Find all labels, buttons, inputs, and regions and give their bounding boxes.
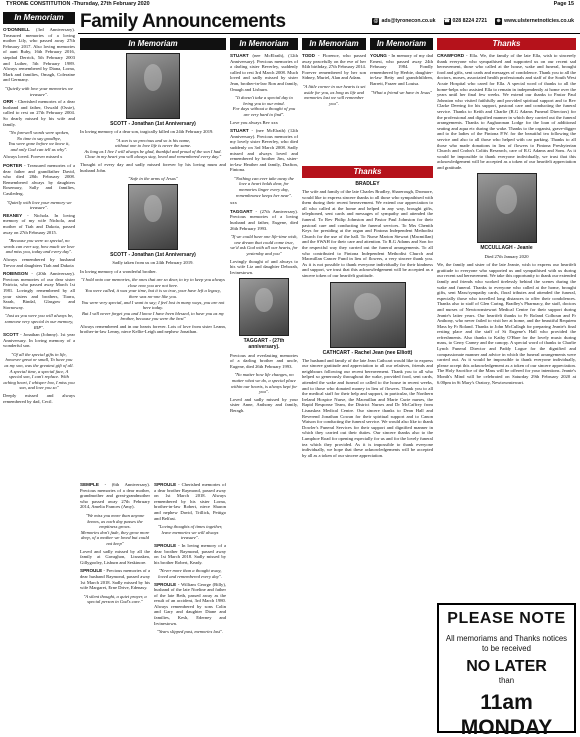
notice-entry: [370, 53, 433, 87]
notice-entry: [230, 209, 298, 231]
at-icon: @: [373, 18, 379, 24]
notice-name: STUART: [230, 53, 249, 58]
cathcart-photo: [330, 282, 406, 348]
notice-verse: "No farewell words were spoken, No time to say goodbye, You were gone before we knew it, and only God can tell us why".: [8, 130, 70, 152]
notice-verse: "A little corner in our hearts is set aside for you, as long as life and memories last we will remember you".: [302, 83, 366, 106]
notice-text: - Cherished memories of a dear brother Raymond, passed away on 1st March 2018. Always remembered by his sister Lorna, brother-in-law Robert, niece Sharon and nephew David, Trillick, Pettigo and Belfast.: [154, 482, 226, 521]
notice-text: - Florence, who passed away peacefully on the eve of her 84th birthday, 27th February 2014. Forever remembered by her son Sidney, Muriel, Alan and Adam.: [302, 53, 366, 81]
globe-icon: ⊕: [496, 18, 501, 24]
notice-verse: "A silent thought, a quiet prayer, a special person in God's care.": [83, 593, 147, 605]
notice-tail: Deeply missed and always remembered by dad, Cecil.: [3, 393, 75, 404]
notice-text: (3rd Anniversary). Treasured memories of a loving mother Lily, who passed away 27th February 2017. Also loving memories of aunt Ruby, 16th February 2016, stepdad Derrick, 5th February 2003 and Luther, 5th February 1989. Always remembered by Diana, Lorna, Mark and families, Omagh, Coleraine and Germany.: [3, 27, 75, 83]
notice-text: (nee McElrath), (12th Anniversary). Precious memories of a darling sister Beverley, suddenly called to rest 3rd March 2008. Much loved and sadly missed by sister Jean, brother-in-law Ron and family, Omagh and Lisburn.: [230, 53, 298, 92]
notice-verse: "I hold onto our memories, the ones that are so dear, to try to keep you always close now you are not here. You were called, it was your time, but it is so true, your have left a legacy, there was no-one like you. You were very special, and I want to say; I feel lost in many ways, you are not here today. But I will never forget you and I know I have been blessed, to have you as my brother, because you were the best": [81, 277, 225, 322]
notice-name: YOUNG: [370, 53, 387, 58]
notice-entry: [80, 482, 150, 510]
mccullagh-photo: [477, 173, 537, 243]
notice-name: O'DONNELL: [3, 27, 30, 32]
taggart-photo: [239, 278, 289, 336]
notice-name: SPROULE: [154, 581, 177, 587]
notice-text: Precious and everlasting memories of a darling brother and uncle, Eugene, died 26th February 1993.: [230, 352, 298, 369]
notice-text: The husband and family of the late Jean Cathcart would like to express our sincere gratitude and appreciation to all our relatives, friends and neighbours following our recent bereavement. Thank you to all who helped so generously throughout the wake, provided food, sent cards, attended the wake and funeral or called to the house in recent weeks, and to those who donated money in lieu of flowers. Thank you to all the medical staff for their help and support, in particular, the Northern Ireland Hospice Nurse, the Macmillan and Marie Curie nurses, the Rapid Response Team, the District Nurses and Dr McCaffrey from Lisnaskea Medical Centre. Our sincere thanks to Dean Hall and Reverend Jonathan Cowan for their spiritual support and to Canon Watson for conducting the funeral service. We would also like to thank Dowler's Funeral Services for their support and dignified manner in which they carried out their duties. Our sincere thanks also to the Lumphoe Road for opening especially for us and for the lovely funeral tea which they provided. As it is impossible to thank everyone individually, we hope that these acknowledgements will be accepted by all as a token of our sincere appreciation.: [302, 357, 433, 458]
notice-text: - In memory of my dad Ernest, who passed away 24th February 1984. Fondly remembered by Herbie, daughter-in-law Betty and grandchildren, Barrett, Frazer and Louisa.: [370, 53, 433, 86]
notice-text: In loving memory of a wonderful brother.: [80, 268, 157, 274]
in-memoriam-header: In Memoriam: [80, 38, 226, 50]
notice-entry: [230, 53, 298, 92]
photo-caption: SCOTT - Jonathan (1st Anniversary): [110, 121, 196, 127]
notice-tail: Always remembered by husband Trevor and daughters Tiah and Dakota: [3, 256, 75, 268]
notice-verse: "Never more than a thought away, loved and remembered every day".: [158, 568, 222, 579]
photo-caption: MCCULLAGH - Jeanie: [480, 245, 533, 252]
column-2-lower: [80, 482, 150, 734]
notice-text: - Ella. We, the family of the late Ella, wish to sincerely thank everyone who sympathised and supported us on our recent sad bereavement, those who called at the house, wake and funeral, brought food and gifts, sent cards and messages of condolence. Thank you to all the doctors, nurses, associated health professionals and staff of the South West Acute Hospital who cared for Ella. A special word of thanks to all the home-helps who assisted Ella to remain in independently at home over the years until her final few weeks. We extend our thanks to Pastor Paul Johnston who visited faithfully and provided spiritual support and to Rev Clarke Deering for his support, pastoral care and conducting the funeral service. Thanks to Keith and Charlie (R.G Adams Funeral Directors) for the professional and dignified manner in which they carried out the funeral arrangements. Thanks to Augharonan Lodge for the loan of additional seating and aqua etc during the wake. Thanks to the organist, grave-digger and to the ladies of the Fintona P.W. for the beautiful tea following the service and also to all those who helped with car parking. Thanks to all those who made donations in lieu of flowers to Fintona Presbyterian Church and Crohn's Colitis Research, care of R.G Adams and Sons. As it would be impossible to thank everyone individually, we trust that this acknowledgement will be accepted as a token of our heartfelt appreciation and gratitude.: [437, 53, 576, 170]
notice-name: REANEY: [3, 212, 23, 218]
notice-list: [302, 53, 366, 106]
notice-tail: Thought of every day and sadly missed forever by his loving mum and husband John.: [80, 162, 226, 173]
notice-text: The wife and family of the late Charles Bradley, Sharerough, Dromore, would like to express sincere thanks to all those who sympathised with them during their recent bereavement. We extend our appreciation to all who called at the home and helped in any way, brought gifts, telephoned, sent cards and messages of sympathy and attended the funeral. To Rev Philip Johnston and Pastor Paul Johnston for their pastoral care and conducting the funeral services. To Mrs Chenith Keys for presiding at the organ and Fintona Independent Methodist Church for the use of the hall. To Nurse Marion Stewart (Macmillan) and the SWAH for their care and attention. To R.G Adams and Son for the respectful way they carried out the funeral arrangements. To all who contributed to Fintona Independent Methodist Church and Macmillan Cancer Fund in lieu of flowers, a very sincere thank you. As it is not possible to thank everyone individually for their kindness and support, we trust that this acknowledgement will be accepted as a sincere token of our heartfelt gratitude.: [302, 189, 433, 278]
notice-name: TAGGART: [230, 208, 253, 214]
newspaper-dateline: TYRONE CONSTITUTION -Thursday, 27th February 2020: [6, 0, 150, 7]
notice-name: SPROULE: [80, 568, 103, 574]
notice-tail: Always loved. Forever missed x: [3, 154, 63, 160]
notice-name: TODD: [302, 53, 315, 58]
notice-entry: [230, 128, 298, 173]
notice-tail: Loved and sadly missed by all the family at Gavaghon, Lisnaskea, Gillygooley, Lisburn and Seskinore.: [80, 548, 150, 565]
contact-info: [372, 18, 580, 25]
notice-tail: xxx: [230, 200, 237, 206]
column-6: [370, 38, 433, 166]
notice-text: - Cherished memories of a dear husband and father, Oswald (Ossie), called to rest on 27th February 2004. So dearly missed by his wife and family.: [3, 99, 75, 127]
notice-name: ORR: [3, 99, 14, 105]
notice-text: - Jonathan (Johnny). 1st year Anniversary. In loving memory of a wonderful son.: [3, 332, 75, 349]
phone-icon: ☎: [443, 18, 451, 24]
column-2: [80, 38, 226, 478]
photo-subcaption: Died 27th January 2020: [484, 253, 529, 259]
notice-body-2: than: [498, 676, 515, 686]
notice-verse: "It doesn't take a special day to bring you to our mind. For days without a thought of you are very hard to find".: [232, 95, 296, 117]
section-title-bar: [78, 10, 580, 34]
in-memoriam-header: In Memoriam: [3, 12, 75, 24]
phone-contact[interactable]: ☎ 028 8224 2721: [443, 18, 488, 25]
deadline-notice-box: [437, 603, 576, 737]
notice-body: All memoriams and Thanks notices to be received: [445, 633, 568, 654]
web-contact[interactable]: ⊕ www.ulsternetnoticies.co.uk: [496, 18, 574, 25]
notice-verse: "Safe in the arms of Jesus": [128, 176, 178, 182]
notice-verse: "A son is so precious and so is his name, without one to love life is never the same. As long as I live I will always be glad, thankful and proud of the son I had. Close in my heart you will always stay, loved and remembered every day.": [84, 137, 222, 160]
column-5: [302, 38, 366, 166]
notice-entry: [3, 163, 75, 197]
notice-verse: "No matter how life changes, no matter what we do, a special place within our hearts, is always kept for you".: [230, 372, 298, 395]
page-number: Page 15: [553, 0, 574, 7]
notice-entry: [3, 271, 75, 310]
thanks-header: Thanks: [302, 166, 433, 178]
notice-tail: Love you always Bev xxx: [230, 119, 278, 125]
notice-emphasis: NO LATER: [466, 657, 547, 675]
photo-caption: CATHCART - Rachel Jean (nee Elliott): [322, 349, 413, 356]
notice-verse: "Loving thoughts of times together, leave memories we will always treasure".: [157, 524, 223, 541]
notice-text: - Nichola. In loving memory of my wife Nichola, and mother of Tiah and Dakota, passed away on 27th February 2015.: [3, 212, 75, 235]
notice-name: PORTER: [3, 163, 23, 169]
column-1: [3, 12, 75, 734]
thanks-header: Thanks: [437, 38, 576, 50]
notice-text: - (20th Anniversary). Precious memories of our dear sister Patricia, who passed away March 1st 1981. Lovingly remembered by all your sisters and brothers, Tiarra, Sarah, Bindal, Glasgow and Stornoway.: [3, 271, 75, 310]
notice-name: BRADLEY: [355, 181, 380, 187]
in-memoriam-header: In Memoriam: [230, 38, 298, 50]
notice-verse: "Quietly with love your memory we treasure".: [6, 199, 72, 211]
thanks-middle: [302, 166, 433, 734]
in-memoriam-header: In Memoriam: [302, 38, 366, 50]
notice-tail: Lovingly thought of and always to his wife Liz and daughter Deborah, Irvinestown.: [230, 258, 298, 275]
notice-list: [370, 53, 433, 95]
notice-tail: Loved and sadly missed by your sister Anne, Anthony and family, Beragh.: [230, 396, 298, 413]
scott-photo-1: [126, 53, 180, 119]
column-3: [154, 482, 226, 734]
notice-entry: [302, 53, 366, 81]
notice-text: We, the family and sister of the late Jeanie, wish to express our heartfelt gratitude to everyone who supported us and sympathised with us during our recent sad bereavement. We take this opportunity to thank our extended family and friends who worked tirelessly behind the scenes during the wake and funeral. Thanks to everyone who called at the home, brought gifts, sent Mass/sympathy cards, floral tributes and attended the funeral, especially those who travelled long distances to offer their condolences. Thanks also to staff of Glen Caring, Bradley's Pharmacy, the staff, doctors and nurses of Newtownstewart Medical Centre for their support during Jeanie's latter years. Our heartfelt thanks to Fr Roland Colhoun and Fr Anthony, who never failed to visit her at home, and the beautiful Requiem Mass by Fr Roland. Thanks to John McCullagh for preparing Jeanie's final resting place and the staff of St Eugene's Hall who provided the refreshments. Also thanks to Kathy O'Hare for the lovely music during mass, to Gerry Carney and the canopy. A special word of thanks to Charlie Lynch Funeral Director and Paddy Logue for the dignified and compassionate manner and advice in which the funeral arrangements were carried out. As it would be impossible to thank everyone individually, please accept this acknowledgement as a token of our sincere appreciation. The Holy Sacrifice of the Mass will be offered for your intentions. Jeanie's Month's Mind will be celebrated on Saturday 29th February 2020 at 6.00pm in St Mary's Oratory, Newtownstewart.: [437, 262, 576, 385]
notice-text: - Precious memories of a dear husband Raymond, passed away 1st March 2018. Sadly missed by his wife Margaret, Erne Drive, Edenasy.: [80, 568, 150, 591]
notice-verse: "What a friend we have in Jesus": [370, 89, 432, 95]
email-contact[interactable]: @ ads@tyronecon.co.uk: [373, 18, 436, 25]
in-memoriam-header: In Memoriam: [370, 38, 433, 50]
notice-deadline: 11am MONDAY: [460, 690, 553, 737]
notice-verse: "Because you were so special, no words can ever say, how much we love and miss you, today and every day".: [3, 238, 75, 255]
notice-list: [3, 27, 75, 404]
notice-text: - Treasured memories of a dear father and grandfather David, who died 28th February 2008. Remembered always by daughters Rosemary, Sally and families, Castlederg.: [3, 163, 75, 197]
photo-caption: SCOTT - Jonathan (1st Anniversary): [110, 251, 196, 258]
photo-caption: TAGGART - (27th anniversary).: [243, 338, 285, 351]
notice-name: SPROULE: [154, 482, 177, 487]
notice-text: - (6th Anniversary). Precious memories of a dear mother, grandmother and great-grandmother who passed away 27th February 2014, Amelia Frances (Amy).: [80, 482, 150, 510]
notice-entry: [3, 213, 75, 235]
notice-entry: [80, 568, 150, 590]
notice-text: - (nee McElrath) (12th Anniversary). Precious memories of my lovely sister Beverley, who died suddenly on 3rd March 2008. Sadly missed and always loved and remembered by brother Jim, sister-in-law Heather and family, Drafton, Fintona.: [230, 128, 298, 173]
section-title: Family Announcements: [80, 10, 286, 32]
notice-verse: "Quietly with love your memories we treasure".: [4, 85, 74, 97]
notice-name: SPROULE: [154, 542, 177, 548]
notice-name: SEMPLE: [80, 482, 99, 487]
notice-entry: [154, 543, 226, 565]
notice-list: [230, 53, 298, 275]
notice-entry: [3, 332, 75, 349]
page-header-bar: [0, 0, 580, 8]
notice-verse: "We miss you more than anyone knows, as each day passes the emptiness grows. Memories don't fade, they grow more deep, of a mother we loved but could not keep": [80, 512, 150, 546]
notice-verse: "Of all the special gifts in life, however great or small, To have you as my son, was the greatest gift of all. A special time, a special face, A special son, I can't replace. With aching heart, I whisper low, I miss you son, and love you so": [3, 351, 75, 391]
notice-verse: "If we could have one life-time wish, one dream that could come true, we'd ask God with all our hearts, for yesterday and you": [230, 234, 298, 256]
scott-photo-2: [128, 184, 178, 250]
notice-text: - (27th Anniversary). Precious memories of a loving husband and father, Eugene, died 26th February 1993.: [230, 208, 298, 231]
notice-text: - In loving memory of a dear brother Raymond, passed away on 1st March 2018. Sadly missed by his brother Robert, Keady.: [154, 542, 226, 565]
notice-name: SCOTT: [3, 332, 19, 338]
notice-tail: Always remembered and in our hearts forever. Lots of love from sister Leann, brother-in-law Lenny, niece Kellie-Leigh and nephew Jonathan.: [80, 323, 226, 335]
notice-entry: [3, 99, 75, 127]
notice-text: - William George (Billy), husband of the late Noeline and father of the late Beth, passed away as the result of an accident, 3rd March 1980. Always remembered by sons Colin and Gary and daughter Diane and families, Kesh, Ederney and Irvinestown.: [154, 581, 226, 626]
notice-headline: PLEASE NOTE: [447, 610, 566, 627]
notice-verse: "Nothing can ever take away the love a heart holds dear, for memories linger every day, remembrance keeps her near".: [234, 175, 294, 198]
thanks-right: [437, 38, 576, 600]
notice-verse: "Just as you were you will always be, someone very special in our memory, RIP".: [4, 313, 74, 330]
notice-entry: [154, 482, 226, 521]
notice-verse: "Years slipped past, memories last".: [156, 629, 224, 635]
notice-text: In loving memory of a dear son, tragically killed on 24th February 2019.: [80, 129, 214, 135]
column-4: [230, 38, 298, 734]
photo-subcaption: Sadly taken from us on 24th February 2019.: [112, 259, 194, 265]
notice-name: STUART: [230, 128, 249, 134]
notice-entry: [3, 27, 75, 83]
notice-name: ROBINSON: [3, 271, 28, 277]
notice-entry: [154, 582, 226, 627]
notice-name: CRAWFORD: [437, 53, 465, 58]
